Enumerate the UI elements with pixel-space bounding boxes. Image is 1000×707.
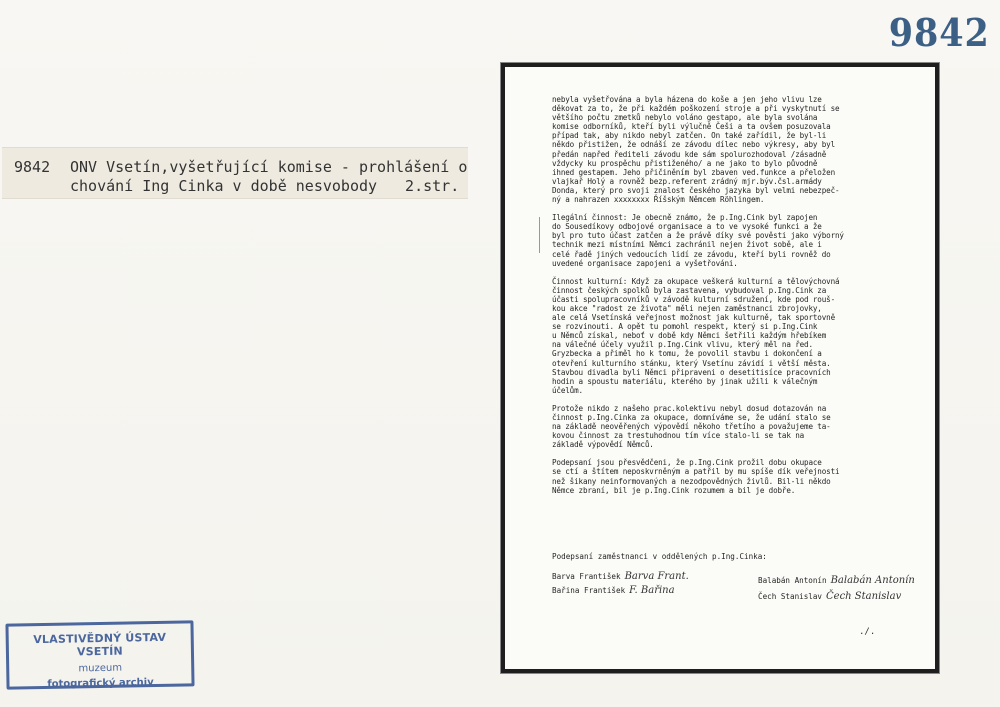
document-paragraph [552, 277, 924, 395]
document-line: Stavbou divadla byli Němci připraveni o desetitisíce pracovních [552, 367, 831, 377]
document-line: se ctí a štítem neposkvrněným a patřil by mu spíše dík veřejnosti [552, 467, 840, 477]
document-line: činnost českých spolků byla zastavena, vybudoval p.Ing.Cink za [552, 285, 827, 295]
signature-handwriting: F. Bařina [629, 585, 675, 596]
signer-name: Balabán Antonín [758, 576, 827, 585]
document-photo [505, 67, 935, 669]
document-line: se rozvinouti. A opět tu pomohl respekt, který si p.Ing.Cink [552, 322, 818, 332]
document-line: Ilegální činnost: Je obecně známo, že p.Ing.Cink byl zapojen [552, 213, 818, 223]
signer-name: Barva František [552, 572, 621, 581]
document-line: na základě neověřených výpovědí někoho třetího a považujeme ta- [552, 422, 831, 432]
stamp-institution: VLASTIVĚDNÝ ÚSTAV VSETÍN [33, 630, 167, 659]
document-line: ale celá Vsetínská veřejnost možnost jak kulturně, tak sportovně [552, 313, 835, 323]
caption-title: ONV Vsetín,vyšetřující komise - prohlášení o [70, 158, 468, 176]
document-line: uvedené organisace zapojeni a vyšetřováni. [552, 258, 738, 268]
document-line: Činnost kulturní: Když za okupace veškerá kulturní a tělovýchovná [552, 276, 840, 286]
document-line: komise odborníků, kteří byli výlučně Češi a ta ovšem posuzovala [552, 122, 831, 132]
document-line: celé řadě jiných vedoucích lidí ze závodu, kteří byli rovněž do [552, 249, 831, 259]
document-line: děkovat za to, že při každém poškození stroje a při vyskytnutí se [552, 104, 840, 114]
document-line: Podepsaní jsou přesvědčeni, že p.Ing.Cink prožil dobu okupace [552, 458, 822, 468]
stamp-museum: muzeum [78, 662, 123, 675]
page-continuation-mark: ./. [859, 627, 876, 637]
caption-strip [2, 147, 468, 199]
document-line: Gryzbecka a přiměl ho k tomu, že povolil stavbu i dokončení a [552, 349, 822, 359]
signer-row [758, 576, 915, 585]
document-line: Protože nikdo z našeho prac.kolektivu nebyl dosud dotazován na [552, 403, 827, 413]
caption-page: 2.str. [405, 177, 460, 195]
document-line: než šikany neinformovaných a nezodpovědných živlů. Bil-li někdo [552, 476, 831, 486]
stamp-archive: fotografický archiv [47, 677, 154, 690]
document-line: hodin a spoustu materiálu, kterého by jinak užili k válečným [552, 376, 818, 386]
document-line: ihned gestapem. Jeho přičiněním byl zbaven ved.funkce a přeložen [552, 167, 835, 177]
document-line: technik mezi místními Němci zachránil nejen život sobě, ale i [552, 240, 822, 250]
document-line: na válečné účely využil p.Ing.Cink vlivu, který měl na řed. [552, 340, 813, 350]
caption-subtitle-text: chování Ing Cinka v době nesvobody [70, 177, 378, 195]
document-paragraph [552, 404, 924, 449]
document-line: Donda, který pro svoji znalost českého jazyka byl velmi nebezpeč- [552, 185, 840, 195]
signer-row [758, 592, 901, 601]
document-line: většího počtu zmetků nebylo voláno gestapo, ale byla svolána [552, 113, 818, 123]
document-line: ný a nahrazen xxxxxxxx Říšským Němcem Röhlingem. [552, 195, 765, 205]
signer-row [552, 572, 689, 581]
margin-mark [539, 217, 540, 253]
document-line: vlajkař Holý a rovněž bezp.referent zrádný mjr.býv.čsl.armády [552, 176, 822, 186]
museum-stamp [5, 620, 194, 689]
signature-handwriting: Čech Stanislav [826, 591, 902, 602]
document-paragraph [552, 213, 924, 268]
document-paragraph [552, 95, 924, 204]
signer-name: Bařina František [552, 586, 626, 595]
document-line: otevření kulturního stánku, který Vsetínu závidí i větší města. [552, 358, 831, 368]
signature-handwriting: Balabán Antonín [830, 575, 915, 586]
signature-handwriting: Barva Frant. [624, 571, 689, 582]
caption-subtitle [70, 177, 459, 196]
signers-heading: Podepsaní zaměstnanci v oddělených p.Ing.Cinka: [552, 552, 767, 561]
document-line: předán napřed řediteli závodu kde sám spolurozhodoval /zásadně [552, 149, 827, 159]
caption-number: 9842 [14, 158, 51, 176]
document-line: kovou činnost za trestuhodnou tím více stalo-li se tak na [552, 431, 805, 441]
document-line: základě výpovědí Němců. [552, 440, 654, 450]
document-line: u Němců získal, neboť v době kdy Němci šetřili každým hřebíkem [552, 331, 827, 341]
document-line: nebyla vyšetřována a byla házena do koše a jen jeho vlivu lze [552, 95, 822, 104]
document-line: do Sousedíkovy odbojové organisace a to ve vysoké funkci a že [552, 222, 822, 232]
signer-row [552, 586, 675, 595]
document-paragraph [552, 458, 924, 494]
signer-name: Čech Stanislav [758, 592, 823, 601]
archive-number: 9842 [889, 10, 990, 55]
document-line: účasti spolupracovníků v závodě kulturní sdružení, kde pod rouš- [552, 294, 835, 304]
document-body [552, 95, 924, 504]
document-line: vždycky ku prospěchu přistiženého/ a ne jako to bylo původně [552, 158, 818, 168]
document-line: byl pro tuto účast zatčen a že právě díky své pověsti jako výborný [552, 231, 844, 241]
document-line: kou akce "radost ze života" měli nejen zaměstnanci zbrojovky, [552, 303, 822, 313]
document-line: činnost p.Ing.Cinka za okupace, domníváme se, že udání stalo se [552, 413, 831, 422]
signers-block [552, 552, 932, 602]
document-line: Němce zbraní, bil je p.Ing.Cink rozumem a bil je dobře. [552, 485, 796, 495]
document-line: někdo přistižen, že odnáší ze závodu dílec nebo výkresy, aby byl [552, 140, 835, 150]
document-line: účelům. [552, 385, 583, 395]
document-line: případ tak, aby nikdo nebyl zatčen. On také zařídil, že byl-li [552, 131, 827, 141]
